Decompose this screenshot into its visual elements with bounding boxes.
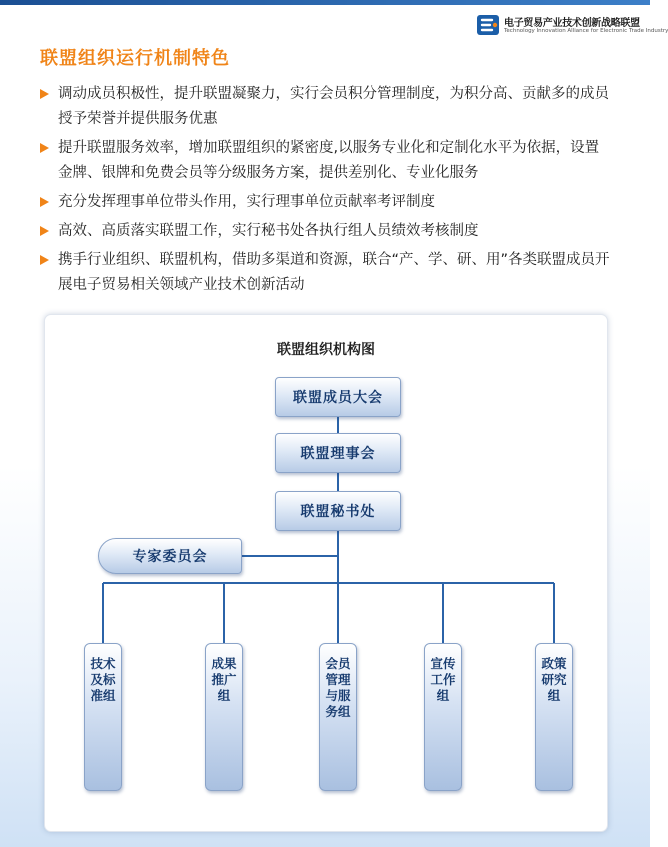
triangle-bullet-icon	[40, 143, 49, 153]
org-chart-title: 联盟组织机构图	[277, 342, 375, 358]
org-box-council: 联盟理事会	[275, 433, 401, 473]
triangle-bullet-icon	[40, 89, 49, 99]
org-column-group-1	[84, 643, 122, 791]
org-box-assembly: 联盟成员大会	[275, 377, 401, 417]
org-column-group-2	[205, 643, 243, 791]
group-label: 宣传工作组	[430, 656, 456, 703]
feature-item	[40, 248, 610, 298]
triangle-bullet-icon	[40, 197, 49, 207]
feature-item	[40, 136, 610, 186]
top-accent-bar	[0, 0, 650, 5]
section-title: 联盟组织运行机制特色	[40, 48, 230, 69]
org-box-expert-committee: 专家委员会	[98, 538, 242, 574]
feature-list	[40, 82, 610, 302]
group-label: 成果推广组	[211, 656, 237, 703]
org-column-group-4	[424, 643, 462, 791]
feature-item	[40, 219, 610, 244]
feature-text: 充分发挥理事单位带头作用，实行理事单位贡献率考评制度	[58, 194, 435, 210]
feature-text: 携手行业组织、联盟机构，借助多渠道和资源，联合“产、学、研、用”各类联盟成员开展电子贸易相关领域产业技术创新活动	[58, 252, 610, 293]
org-chart-card	[44, 314, 608, 832]
org-box-secretariat: 联盟秘书处	[275, 491, 401, 531]
org-column-group-3	[319, 643, 357, 791]
group-label: 会员管理与服务组	[325, 656, 351, 719]
alliance-logo	[476, 13, 668, 39]
triangle-bullet-icon	[40, 226, 49, 236]
feature-item	[40, 190, 610, 215]
alliance-name-en: Technology Innovation Alliance for Electronic Trade Industry	[504, 28, 668, 34]
feature-text: 调动成员积极性，提升联盟凝聚力，实行会员积分管理制度，为积分高、贡献多的成员授予荣誉并提供服务优惠	[58, 86, 609, 127]
alliance-logo-icon	[476, 13, 500, 37]
feature-text: 提升联盟服务效率，增加联盟组织的紧密度,以服务专业化和定制化水平为依据，设置金牌、银牌和免费会员等分级服务方案，提供差别化、专业化服务	[58, 140, 600, 181]
group-label: 技术及标准组	[90, 656, 116, 703]
triangle-bullet-icon	[40, 255, 49, 265]
alliance-name-cn: 电子贸易产业技术创新战略联盟	[504, 18, 640, 29]
feature-text: 高效、高质落实联盟工作，实行秘书处各执行组人员绩效考核制度	[58, 223, 479, 239]
group-label: 政策研究组	[541, 656, 567, 703]
org-column-group-5	[535, 643, 573, 791]
feature-item	[40, 82, 610, 132]
